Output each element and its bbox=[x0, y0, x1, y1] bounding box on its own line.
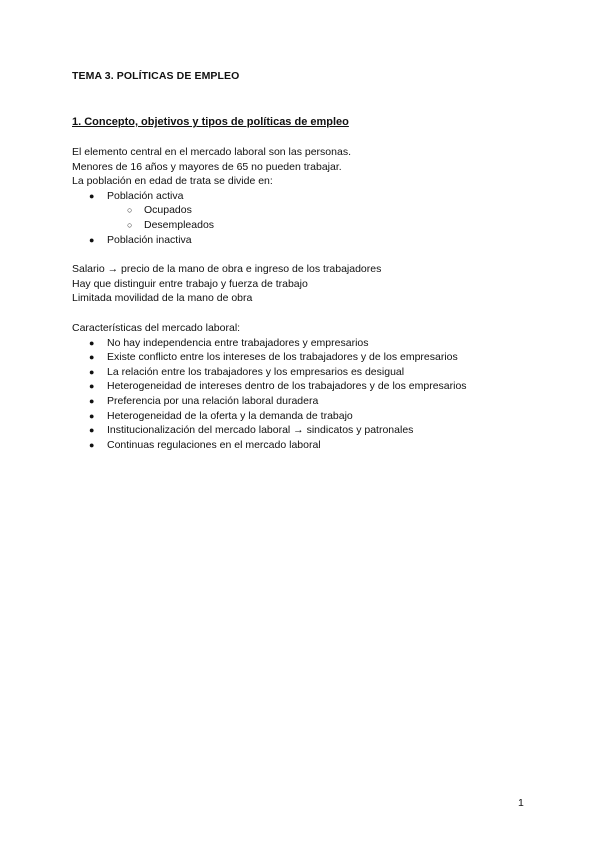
list-item bbox=[72, 189, 351, 204]
bullet-icon: ● bbox=[89, 190, 95, 201]
hollow-bullet-icon: ○ bbox=[127, 219, 133, 230]
list-item-label: Heterogeneidad de intereses dentro de los trabajadores y de los empresarios bbox=[107, 380, 467, 393]
population-list bbox=[72, 189, 351, 204]
page-number: 1 bbox=[518, 797, 524, 809]
list-item bbox=[107, 203, 351, 218]
bullet-icon: ● bbox=[89, 425, 95, 436]
list-item bbox=[72, 423, 467, 438]
active-population-sublist bbox=[107, 203, 351, 232]
bullet-icon: ● bbox=[89, 395, 95, 406]
list-item bbox=[72, 379, 467, 394]
salary-line: Limitada movilidad de la mano de obra bbox=[72, 292, 253, 305]
bullet-icon: ● bbox=[89, 366, 95, 377]
list-item-label: Población activa bbox=[107, 189, 184, 202]
list-item bbox=[72, 394, 467, 409]
bullet-icon: ● bbox=[89, 234, 95, 245]
section-heading: 1. Concepto, objetivos y tipos de políticas de empleo bbox=[72, 116, 349, 128]
intro-line: Menores de 16 años y mayores de 65 no pueden trabajar. bbox=[72, 160, 342, 173]
list-item bbox=[72, 365, 467, 380]
bullet-icon: ● bbox=[89, 337, 95, 348]
list-item-label: Institucionalización del mercado laboral → sindicatos y patronales bbox=[107, 424, 414, 437]
list-item-label: Heterogeneidad de la oferta y la demanda de trabajo bbox=[107, 409, 353, 422]
list-item-label: Ocupados bbox=[144, 204, 192, 217]
intro-block bbox=[72, 145, 351, 247]
bullet-icon: ● bbox=[89, 439, 95, 450]
list-item bbox=[72, 350, 467, 365]
population-list-continued bbox=[72, 233, 351, 248]
characteristics-block bbox=[72, 321, 467, 452]
bullet-icon: ● bbox=[89, 381, 95, 392]
intro-line: La población en edad de trata se divide en: bbox=[72, 175, 273, 188]
bullet-icon: ● bbox=[89, 352, 95, 363]
list-item-label: No hay independencia entre trabajadores y empresarios bbox=[107, 336, 369, 349]
list-item-label: Continuas regulaciones en el mercado laboral bbox=[107, 438, 321, 451]
list-item bbox=[72, 233, 351, 248]
salary-line: Hay que distinguir entre trabajo y fuerza de trabajo bbox=[72, 277, 308, 290]
salary-line: Salario → precio de la mano de obra e ingreso de los trabajadores bbox=[72, 263, 382, 275]
list-item-label: Desempleados bbox=[144, 218, 215, 231]
hollow-bullet-icon: ○ bbox=[127, 205, 133, 216]
bullet-icon: ● bbox=[89, 410, 95, 421]
intro-line: El elemento central en el mercado laboral son las personas. bbox=[72, 146, 351, 158]
salary-block bbox=[72, 262, 381, 306]
list-item bbox=[72, 438, 467, 453]
characteristics-list bbox=[72, 336, 467, 453]
document-title: TEMA 3. POLÍTICAS DE EMPLEO bbox=[72, 70, 240, 82]
list-item-label: La relación entre los trabajadores y los empresarios es desigual bbox=[107, 365, 405, 378]
list-item bbox=[72, 336, 467, 351]
list-item bbox=[107, 218, 351, 233]
list-item bbox=[72, 409, 467, 424]
list-item-label: Existe conflicto entre los intereses de los trabajadores y de los empresarios bbox=[107, 351, 458, 364]
list-item-label: Población inactiva bbox=[107, 233, 192, 246]
list-item-label: Preferencia por una relación laboral duradera bbox=[107, 394, 319, 407]
characteristics-heading: Características del mercado laboral: bbox=[72, 322, 241, 334]
